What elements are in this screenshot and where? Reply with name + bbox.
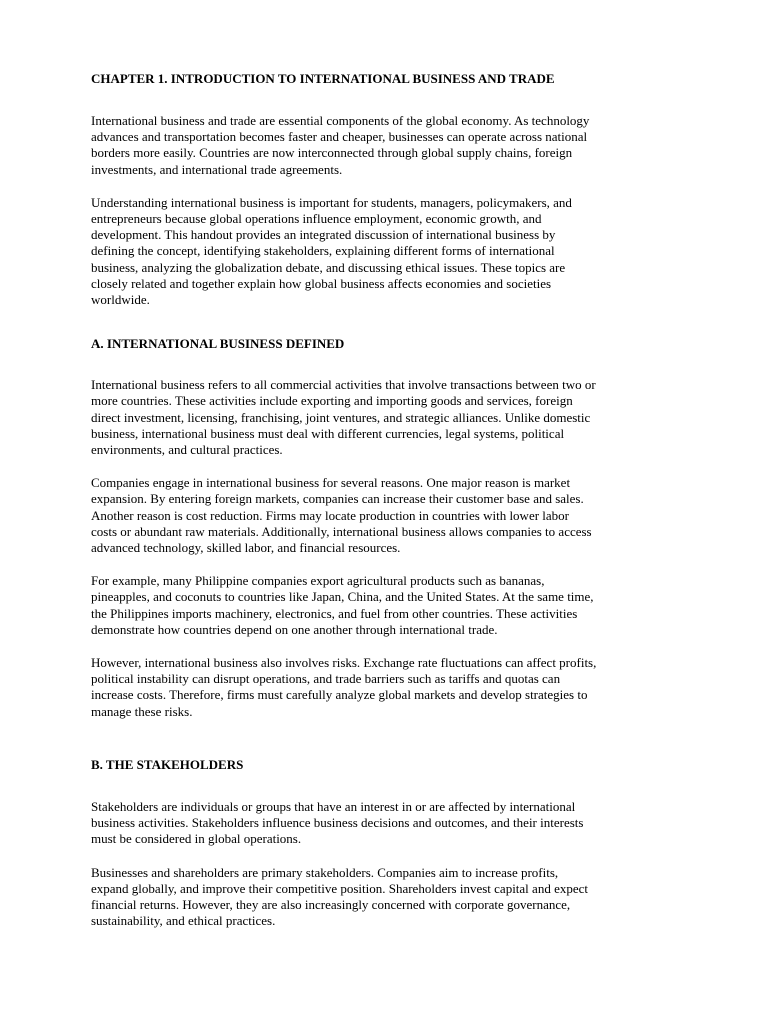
intro-paragraph-1 <box>91 113 691 178</box>
text-line: investments, and international trade agreements. <box>91 161 343 177</box>
text-line: must be considered in global operations. <box>91 831 302 847</box>
section-a-paragraph-1 <box>91 377 691 458</box>
text-line: financial returns. However, they are also increasingly concerned with corporate governance, <box>91 896 571 912</box>
text-line: advances and transportation becomes faster and cheaper, businesses can operate across national <box>91 129 588 145</box>
text-line: environments, and cultural practices. <box>91 442 283 458</box>
text-line: advanced technology, skilled labor, and financial resources. <box>91 540 401 556</box>
text-line: International business refers to all commercial activities that involve transactions between two or <box>91 377 596 393</box>
text-line: Another reason is cost reduction. Firms may locate production in countries with lower labor <box>91 507 569 523</box>
text-line: manage these risks. <box>91 703 193 719</box>
text-line: For example, many Philippine companies export agricultural products such as bananas, <box>91 573 545 589</box>
chapter-title: CHAPTER 1. INTRODUCTION TO INTERNATIONAL BUSINESS AND TRADE <box>91 71 555 86</box>
text-line: sustainability, and ethical practices. <box>91 913 276 929</box>
section-b-heading: B. THE STAKEHOLDERS <box>91 756 244 772</box>
section-a-paragraph-4 <box>91 655 691 720</box>
text-line: business, international business must deal with different currencies, legal systems, political <box>91 425 565 441</box>
text-line: business activities. Stakeholders influence business decisions and outcomes, and their interests <box>91 815 584 831</box>
text-line: International business and trade are essential components of the global economy. As technology <box>91 113 590 128</box>
text-line: more countries. These activities include exporting and importing goods and services, foreign <box>91 393 573 409</box>
text-line: development. This handout provides an integrated discussion of international business by <box>91 227 556 243</box>
text-line: Companies engage in international business for several reasons. One major reason is market <box>91 475 571 491</box>
text-line: Stakeholders are individuals or groups that have an interest in or are affected by international <box>91 798 576 814</box>
section-a-heading: A. INTERNATIONAL BUSINESS DEFINED <box>91 336 345 352</box>
text-line: expansion. By entering foreign markets, companies can increase their customer base and sales. <box>91 491 584 507</box>
text-line: However, international business also involves risks. Exchange rate fluctuations can affect profits, <box>91 655 597 671</box>
text-line: worldwide. <box>91 292 150 308</box>
text-line: entrepreneurs because global operations influence employment, economic growth, and <box>91 211 542 227</box>
text-line: closely related and together explain how global business affects economies and societies <box>91 275 552 291</box>
section-a-paragraph-3 <box>91 573 691 638</box>
text-line: expand globally, and improve their competitive position. Shareholders invest capital and expect <box>91 880 588 896</box>
text-line: demonstrate how countries depend on one another through international trade. <box>91 621 498 637</box>
text-line: borders more easily. Countries are now interconnected through global supply chains, foreign <box>91 145 573 161</box>
text-line: the Philippines imports machinery, electronics, and fuel from other countries. These activities <box>91 605 578 621</box>
section-a-paragraph-2 <box>91 475 691 556</box>
text-line: costs or abundant raw materials. Additionally, international business allows companies to access <box>91 523 592 539</box>
text-line: increase costs. Therefore, firms must carefully analyze global markets and develop strategies to <box>91 687 588 703</box>
text-line: political instability can disrupt operations, and trade barriers such as tariffs and quotas can <box>91 671 561 687</box>
text-line: direct investment, licensing, franchising, joint ventures, and strategic alliances. Unlike domestic <box>91 409 591 425</box>
text-line: defining the concept, identifying stakeholders, explaining different forms of international <box>91 243 555 259</box>
text-line: Understanding international business is important for students, managers, policymakers, and <box>91 194 572 210</box>
intro-paragraph-2 <box>91 195 691 308</box>
section-b-paragraph-1 <box>91 799 691 848</box>
section-b-paragraph-2 <box>91 865 691 930</box>
document-page <box>91 70 691 929</box>
text-line: Businesses and shareholders are primary stakeholders. Companies aim to increase profits, <box>91 864 559 880</box>
text-line: pineapples, and coconuts to countries like Japan, China, and the United States. At the same time, <box>91 589 594 605</box>
text-line: business, analyzing the globalization debate, and discussing ethical issues. These topics are <box>91 259 566 275</box>
